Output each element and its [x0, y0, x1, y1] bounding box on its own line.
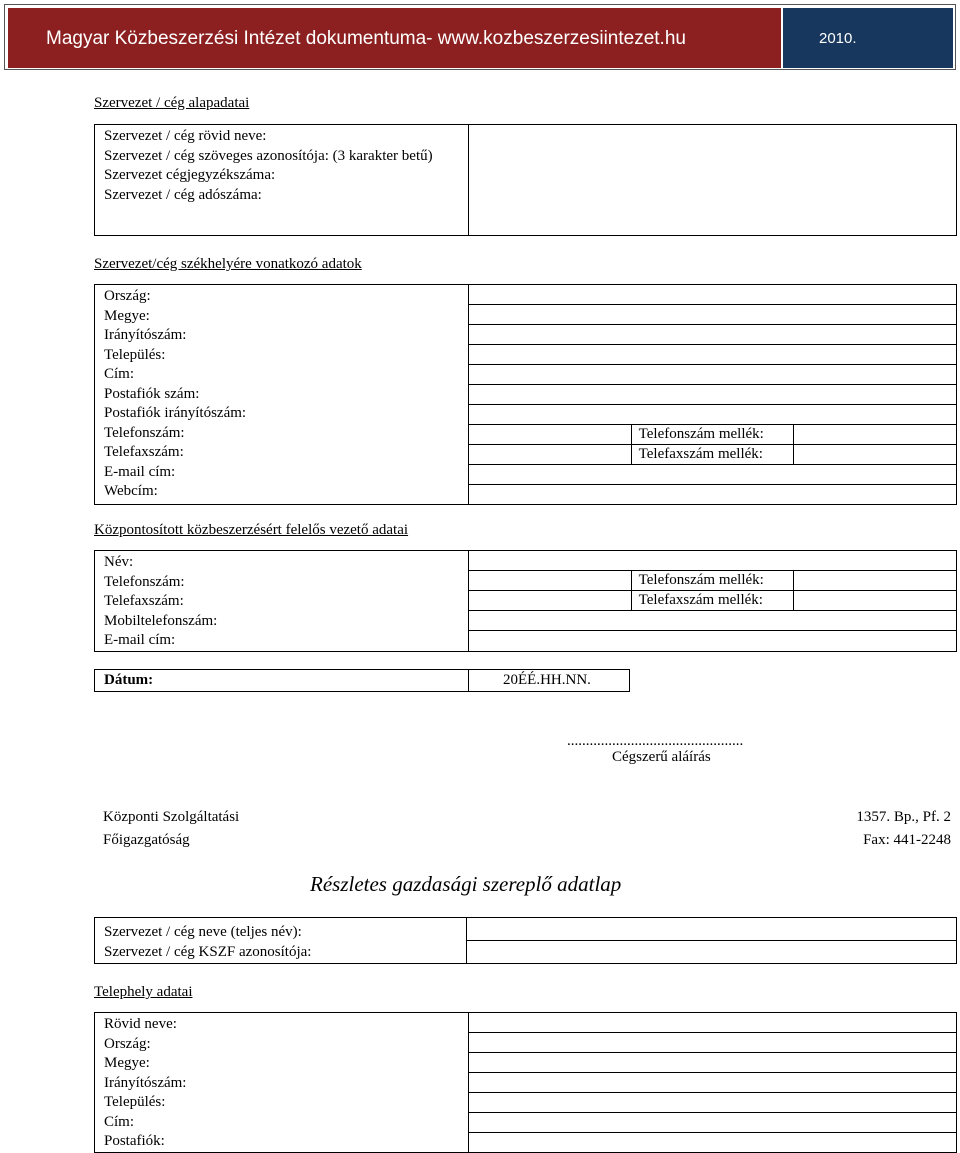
- banner-title-panel: [8, 8, 781, 68]
- field-zip[interactable]: [469, 325, 957, 345]
- page-title: Részletes gazdasági szereplő adatlap: [310, 872, 622, 896]
- label-fax: Telefaxszám:: [104, 444, 184, 460]
- label-manager-fax-ext: Telefaxszám mellék:: [631, 591, 794, 611]
- label-po-box-zip: Postafiók irányítószám:: [104, 405, 247, 421]
- field-country[interactable]: [469, 285, 957, 305]
- field-county[interactable]: [469, 305, 957, 325]
- company-name-table: [94, 917, 957, 964]
- label-city: Település:: [104, 346, 166, 363]
- field-web[interactable]: [469, 485, 957, 505]
- field-manager-mobile[interactable]: [469, 611, 957, 631]
- field-kszf-id[interactable]: [467, 941, 957, 964]
- manager-table: [94, 550, 957, 652]
- label-manager-fax: Telefaxszám:: [104, 593, 184, 609]
- field-city[interactable]: [469, 345, 957, 365]
- field-site-country[interactable]: [469, 1033, 957, 1053]
- field-po-box-zip[interactable]: [469, 405, 957, 425]
- signature-label: Cégszerű aláírás: [612, 749, 711, 765]
- section-heading-headquarters: Szervezet/cég székhelyére vonatkozó adatok: [94, 256, 362, 272]
- field-site-zip[interactable]: [469, 1073, 957, 1093]
- footer-address: 1357. Bp., Pf. 2: [856, 809, 951, 825]
- section-heading-basic: Szervezet / cég alapadatai: [94, 95, 250, 111]
- field-phone-ext[interactable]: [794, 425, 957, 445]
- label-full-name: Szervezet / cég neve (teljes név):: [104, 924, 302, 940]
- field-manager-email[interactable]: [469, 631, 957, 651]
- signature-line: ...............................................: [567, 733, 744, 749]
- headquarters-table: [94, 284, 957, 505]
- field-date[interactable]: 20ÉÉ.HH.NN.: [469, 670, 630, 692]
- field-fax[interactable]: [469, 445, 632, 465]
- label-manager-email: E-mail cím:: [104, 632, 176, 648]
- section-heading-manager: Központosított közbeszerzésért felelős vezető adatai: [94, 522, 409, 538]
- label-phone: Telefonszám:: [104, 424, 185, 441]
- label-short-name: Szervezet / cég rövid neve:: [104, 128, 267, 144]
- banner-year: 2010.: [819, 30, 857, 47]
- label-site-address: Cím:: [104, 1113, 135, 1130]
- label-manager-mobile: Mobiltelefonszám:: [104, 612, 218, 629]
- field-site-address[interactable]: [469, 1113, 957, 1133]
- field-email[interactable]: [469, 465, 957, 485]
- field-po-box[interactable]: [469, 385, 957, 405]
- field-manager-fax[interactable]: [469, 591, 632, 611]
- field-manager-phone-ext[interactable]: [794, 571, 957, 591]
- field-site-short-name[interactable]: [469, 1013, 957, 1033]
- footer-org-line1: Központi Szolgáltatási: [103, 809, 240, 825]
- basic-data-table: [94, 124, 957, 236]
- label-tax-number: Szervezet / cég adószáma:: [104, 186, 262, 203]
- field-manager-phone[interactable]: [469, 571, 632, 591]
- label-registry-number: Szervezet cégjegyzékszáma:: [104, 167, 276, 183]
- label-phone-ext: Telefonszám mellék:: [631, 425, 794, 445]
- basic-data-value-field[interactable]: [469, 125, 957, 236]
- label-site-country: Ország:: [104, 1035, 151, 1052]
- headquarters-labels: [95, 285, 469, 505]
- field-phone[interactable]: [469, 425, 632, 445]
- section-heading-site: Telephely adatai: [94, 984, 193, 1000]
- label-county: Megye:: [104, 307, 150, 324]
- footer-fax: Fax: 441-2248: [863, 832, 951, 848]
- label-zip: Irányítószám:: [104, 327, 187, 343]
- label-site-city: Település:: [104, 1094, 166, 1110]
- label-web: Webcím:: [104, 483, 158, 499]
- label-site-zip: Irányítószám:: [104, 1074, 187, 1091]
- field-site-po-box[interactable]: [469, 1133, 957, 1153]
- field-manager-name[interactable]: [469, 551, 957, 571]
- site-table: [94, 1012, 957, 1153]
- label-fax-ext: Telefaxszám mellék:: [631, 445, 794, 465]
- basic-data-labels: [95, 125, 469, 236]
- date-table: [94, 669, 630, 692]
- label-manager-phone-ext: Telefonszám mellék:: [631, 571, 794, 591]
- manager-labels: [95, 551, 469, 652]
- label-address: Cím:: [104, 366, 135, 382]
- label-site-county: Megye:: [104, 1055, 150, 1071]
- label-po-box: Postafiók szám:: [104, 385, 200, 402]
- label-manager-name: Név:: [104, 554, 134, 570]
- site-labels: [95, 1013, 469, 1153]
- field-manager-fax-ext[interactable]: [794, 591, 957, 611]
- banner-year-panel: [783, 8, 953, 68]
- label-kszf-id: Szervezet / cég KSZF azonosítója:: [104, 944, 312, 960]
- field-full-name[interactable]: [467, 918, 957, 941]
- footer-org-line2: Főigazgatóság: [103, 832, 190, 848]
- company-name-labels: [95, 918, 467, 964]
- field-fax-ext[interactable]: [794, 445, 957, 465]
- label-site-po-box: Postafiók:: [104, 1133, 165, 1149]
- label-text-id: Szervezet / cég szöveges azonosítója: (3 karakter betű): [104, 147, 433, 164]
- banner-title: Magyar Közbeszerzési Intézet dokumentuma- www.kozbeszerzesiintezet.hu: [46, 28, 686, 49]
- field-site-city[interactable]: [469, 1093, 957, 1113]
- header-banner: [4, 4, 956, 70]
- field-address[interactable]: [469, 365, 957, 385]
- field-site-county[interactable]: [469, 1053, 957, 1073]
- label-country: Ország:: [104, 288, 151, 304]
- label-date: Dátum:: [95, 670, 469, 692]
- label-site-short-name: Rövid neve:: [104, 1016, 177, 1032]
- label-manager-phone: Telefonszám:: [104, 573, 185, 590]
- label-email: E-mail cím:: [104, 463, 176, 480]
